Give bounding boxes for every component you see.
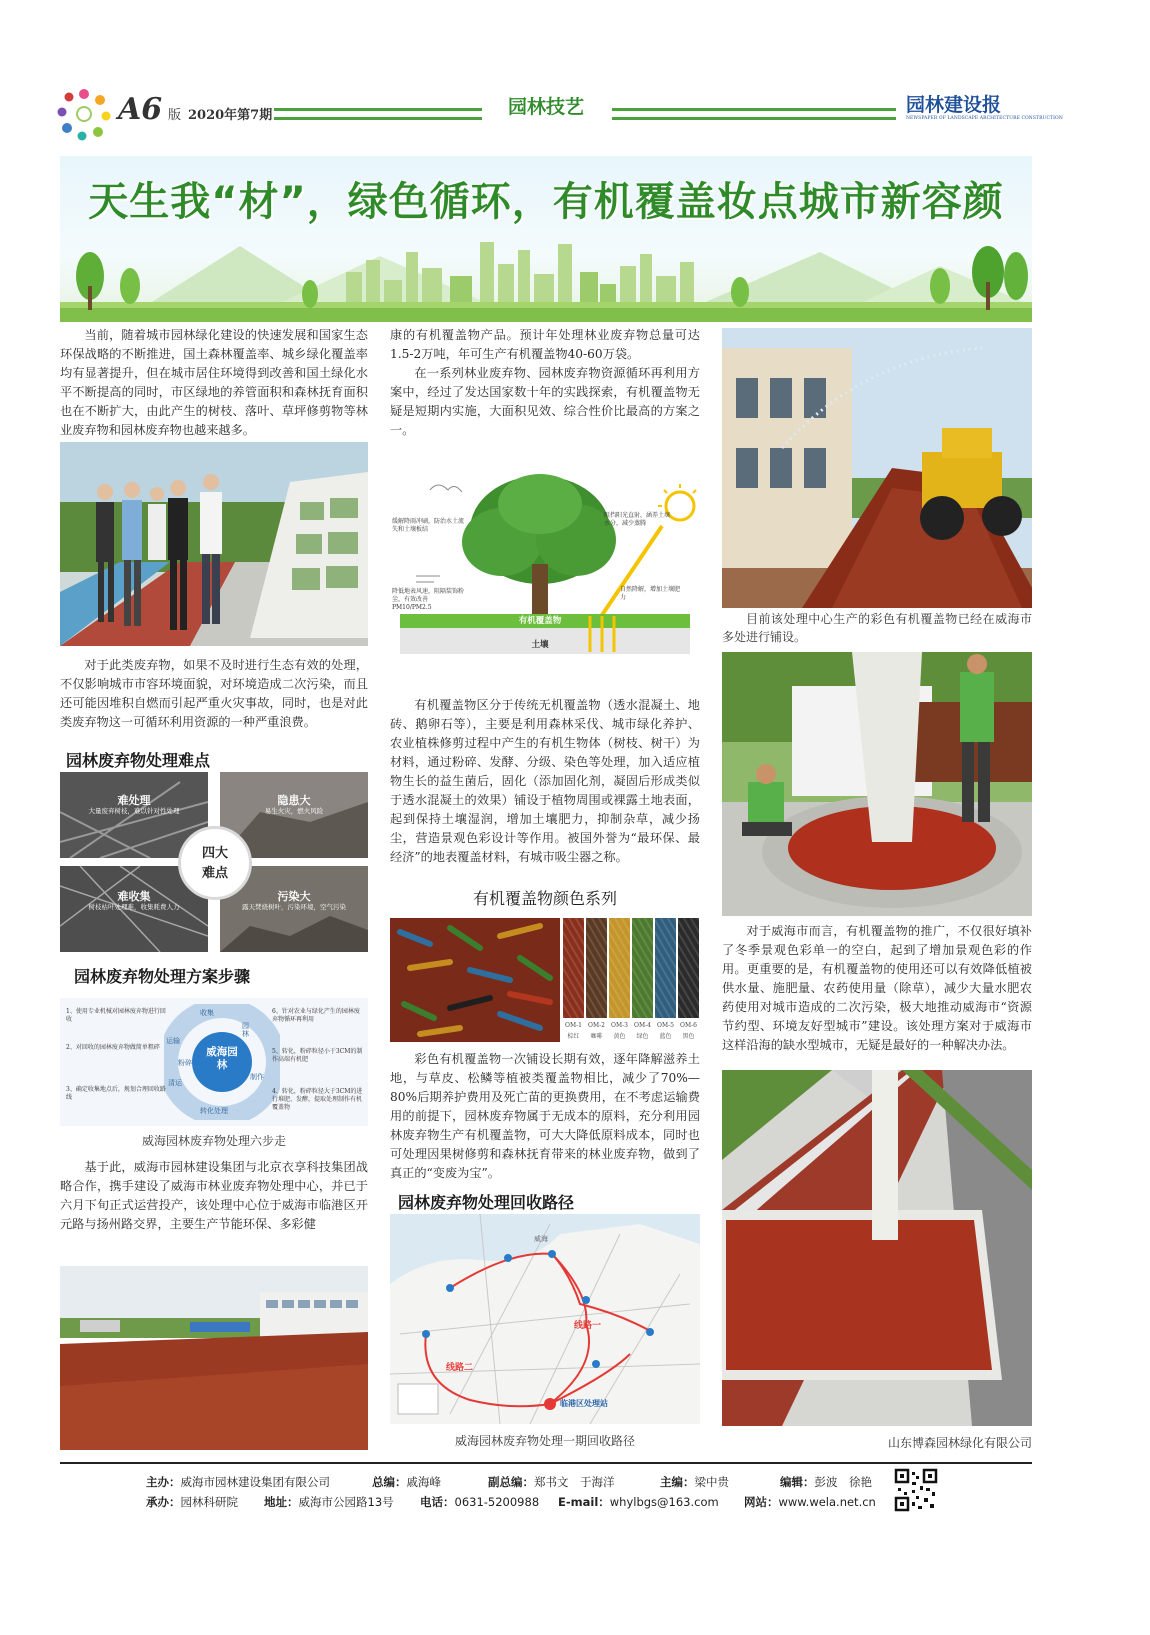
difficulty-label-2: 隐患大 — [277, 794, 311, 807]
color-swatch-code: OM-1 — [565, 1022, 582, 1029]
ring-label-make: 制作 — [250, 1073, 264, 1081]
section-title-colors: 有机覆盖物颜色系列 — [472, 889, 617, 908]
headline: 天生我“材”，绿色循环，有机覆盖妆点城市新容颜 — [88, 179, 1004, 225]
brand-english: NEWSPAPER OF LANDSCAPE ARCHITECTURE CONSTRUCTION — [906, 116, 1063, 121]
photo-roadside-mulch — [722, 1070, 1032, 1426]
col2-intro — [390, 326, 700, 440]
color-swatch — [563, 918, 584, 1018]
color-swatch — [632, 918, 653, 1018]
headline-banner — [60, 156, 1032, 322]
color-swatch-row — [562, 918, 700, 1042]
photo-workers-tree-bed — [722, 652, 1032, 916]
step-2: 2、对回收的园林废弃物做简单粗碎 — [66, 1044, 160, 1051]
difficulties-diagram — [60, 772, 368, 952]
color-swatch — [655, 918, 676, 1018]
color-swatch-code: OM-2 — [588, 1022, 605, 1029]
step-4: 4、转化，粉碎粒径大于3CM的进行堆肥、发酵，提取处理制作有机覆盖物 — [272, 1088, 363, 1111]
col3-paragraph-1-block — [722, 922, 1032, 1055]
mulch-color-series-image — [390, 918, 700, 1042]
route-line-2-label: 线路二 — [446, 1363, 474, 1373]
qr-code-icon — [894, 1468, 938, 1512]
inspection-scene — [60, 442, 368, 646]
brand-logo: 园林建设报 — [906, 94, 1002, 116]
step-6: 6、针对农业与绿化产生的园林废弃物循环再利用 — [272, 1008, 360, 1023]
difficulty-label-4: 污染大 — [277, 890, 311, 903]
color-swatch-code: OM-4 — [634, 1022, 651, 1029]
col2-paragraph-4-block — [390, 1050, 700, 1183]
difficulty-desc-2: 易生火灾，燃火风险 — [264, 807, 324, 815]
col3-paragraph-1: 对于威海市而言，有机覆盖物的推广，不仅很好填补了冬季景观色彩单一的空白，起到了增加景观色彩的作用。更重要的是，有机覆盖物的使用还可以有效降低植被供水量、施肥量、农药使用量（除草），减少大量水肥农药使用对城市造成的二次污染，极大地推动威海市“资源节约型、环境友好型城市”建设。该处理方案对于威海市这样沿海的缺水型城市，无疑是最好的一种解决办法。 — [722, 924, 1032, 1052]
col2-paragraph-2: 在一系列林业废弃物、园林废弃物资源循环再利用方案中，经过了发达国家数十年的实践探索，有机覆盖物无疑是短期内实施，大面积见效、综合性价比最高的方案之一。 — [390, 366, 700, 437]
header-rule-right — [612, 108, 896, 120]
difficulty-desc-3: 树枝枯叶处理难，收集耗费人力 — [88, 903, 180, 911]
ring-label-crush: 粉碎 — [178, 1059, 192, 1067]
col2-paragraph-4: 彩色有机覆盖物一次铺设长期有效，逐年降解滋养土地，与草皮、松鳞等植被类覆盖物相比，减少了70%—80%后期养护费用及死亡苗的更换费用，在不考虑运输费用的前提下，园林废弃物属于无成本的原料，充分利用园林废弃物生产有机覆盖物，可大大降低原料成本，同时也可处理因果树修剪和森林抚育带来的林业废弃物，做到了真正的“变废为宝”。 — [390, 1052, 700, 1180]
step-1: 1、使用专业机械对园林废弃物进行回收 — [66, 1008, 166, 1023]
caption-route: 威海园林废弃物处理一期回收路径 — [454, 1434, 635, 1448]
footer-email: E-mail：whylbgs@163.com — [558, 1495, 719, 1509]
color-swatch-name: 蓝色 — [659, 1033, 672, 1040]
center-label-2: 难点 — [201, 866, 228, 881]
footer-host: 主办：威海市园林建设集团有限公司 — [146, 1475, 330, 1489]
photo-credit: 山东博森园林绿化有限公司 — [887, 1436, 1032, 1450]
color-swatch-code: OM-3 — [611, 1022, 628, 1029]
soil-layer-label: 土壤 — [531, 640, 549, 650]
section-title-steps: 园林废弃物处理方案步骤 — [74, 967, 251, 986]
color-swatch-name: 黑色 — [682, 1033, 695, 1040]
photo-mulch-loader — [722, 328, 1032, 608]
page-suffix: 版 — [168, 108, 182, 123]
loader-scene — [722, 328, 1032, 608]
footer-chief-editor: 总编：戚海峰 — [372, 1475, 441, 1489]
difficulty-desc-1: 大量废弃树枝，难以针对性处理 — [88, 807, 180, 815]
benefit-erosion: 缓解降雨冲刷，防治水土流失和土壤板结 — [392, 518, 465, 533]
difficulty-label-1: 难处理 — [117, 794, 151, 807]
section-name: 园林技艺 — [507, 96, 584, 118]
color-swatch-name: 绿色 — [636, 1033, 649, 1040]
header-rule-left — [274, 108, 482, 120]
col1-intro — [60, 326, 368, 440]
map-city-label: 威海 — [534, 1235, 548, 1243]
photo-officials-inspection — [60, 442, 368, 646]
footer-rule — [60, 1462, 1032, 1464]
footer-address: 地址：威海市公园路13号 — [264, 1495, 394, 1509]
tree-mulch-diagram — [390, 468, 700, 658]
logo-flower-icon — [56, 86, 112, 142]
footer-main-editor: 主编：梁中贵 — [660, 1475, 729, 1489]
col2-paragraph-3-block — [390, 696, 700, 867]
route-line-1-label: 线路一 — [574, 1321, 602, 1331]
center-label-1: 四大 — [201, 846, 228, 861]
benefit-dust: 降低地表风速，阻隔装饰粉尘，有效改善PM10/PM2.5 — [392, 588, 465, 611]
ring-label-garden: 园林 — [242, 1022, 249, 1038]
color-swatch-name: 黄色 — [613, 1033, 626, 1040]
col1-paragraph-3: 基于此，威海市园林建设集团与北京衣享科技集团战略合作，携手建设了威海市林业废弃物处理中心，并已于六月下旬正式运营投产，该处理中心位于威海市临港区开元路与扬州路交界，主要生产节能环保、多彩健 — [60, 1160, 368, 1231]
mulch-field-scene — [60, 1266, 368, 1450]
benefit-fertility: 自然降解，增加土壤肥力 — [620, 586, 681, 601]
ring-label-transport: 运输 — [166, 1037, 180, 1045]
footer-website: 网站：www.wela.net.cn — [744, 1495, 876, 1509]
photo-mulch-field — [60, 1266, 368, 1450]
recycling-route-map — [390, 1214, 700, 1424]
ring-label-clear: 清运 — [168, 1079, 182, 1087]
section-title-difficulties: 园林废弃物处理难点 — [66, 751, 211, 770]
page-number: A6 — [118, 92, 163, 127]
step-3: 3、确定收集地点后，规划合理回收路线 — [66, 1086, 166, 1101]
color-swatch-name: 咖啡 — [590, 1033, 603, 1040]
color-swatch — [678, 918, 699, 1018]
color-swatch-name: 棕红 — [567, 1033, 580, 1040]
footer-deputy-editor: 副总编：郑书文 于海洋 — [488, 1475, 615, 1489]
color-swatch — [609, 918, 630, 1018]
col2-paragraph-3: 有机覆盖物区分于传统无机覆盖物（透水混凝土、地砖、鹅卵石等），主要是利用森林采伐、城市绿化养护、农业植株修剪过程中产生的有机生物体（树枝、树干）为材料，通过粉碎、发酵、分级、染色等处理，加入适应植物生长的益生菌后，固化（添加固化剂，凝固后形成类似于透水混凝土的效果）铺设于植物周围或裸露土地表面，起到保持土壤湿润，增加土壤肥力，抑制杂草，减少扬尘，营造景观色彩设计等作用。被国外誉为“最环保、最经济”的地表覆盖材料，有城市吸尘器之称。 — [390, 698, 700, 864]
col1-paragraph-1: 当前，随着城市园林绿化建设的快速发展和国家生态环保战略的不断推进，国土森林覆盖率、城乡绿化覆盖率均有显著提升，但在城市居住环境得到改善和国土绿化水平不断提高的同时，市区绿地的养管面积和森林抚育面积也在不断扩大，由此产生的树枝、落叶、草坪修剪物等林业废弃物和园林废弃物也越来越多。 — [60, 328, 368, 437]
route-map — [390, 1214, 700, 1424]
ring-label-collect: 收集 — [200, 1009, 214, 1017]
section-title-route: 园林废弃物处理回收路径 — [398, 1193, 575, 1212]
steps-center-label: 威海园林 — [206, 1046, 238, 1071]
difficulty-desc-4: 露天焚烧树叶，污染环境，空气污染 — [242, 903, 346, 911]
col1-paragraph-2-block — [60, 656, 368, 732]
step-5: 5、转化，粉碎粒径小于3CM的制作高端有机肥 — [272, 1048, 363, 1063]
color-swatch-code: OM-6 — [680, 1022, 697, 1029]
caption-steps: 威海园林废弃物处理六步走 — [141, 1134, 286, 1148]
col1-paragraph-3-block — [60, 1158, 368, 1234]
mulch-layer-label: 有机覆盖物 — [518, 616, 562, 626]
tree-illustration — [390, 468, 700, 658]
roadside-scene — [722, 1070, 1032, 1426]
issue-number: 2020年第7期 — [188, 108, 273, 123]
mixed-mulch-photo — [390, 918, 560, 1042]
masthead — [56, 84, 1063, 144]
color-swatch — [586, 918, 607, 1018]
difficulty-label-3: 难收集 — [117, 890, 151, 903]
footer-phone: 电话：0631-5200988 — [420, 1495, 540, 1509]
col2-paragraph-1: 康的有机覆盖物产品。预计年处理林业废弃物总量可达1.5-2万吨，年可生产有机覆盖物40-60万袋。 — [390, 328, 700, 361]
footer-editor: 编辑：彭波 徐艳 — [780, 1475, 872, 1489]
color-swatch-code: OM-5 — [657, 1022, 674, 1029]
difficulties-center-badge — [178, 826, 252, 900]
caption-loader: 目前该处理中心生产的彩色有机覆盖物已经在威海市多处进行铺设。 — [722, 612, 1032, 644]
tree-bed-scene — [722, 652, 1032, 916]
ring-label-convert: 转化处理 — [200, 1107, 228, 1115]
benefit-shade: 阻挡阳光直射，涵养土壤水分，减少蒸腾 — [604, 512, 671, 527]
col1-paragraph-2: 对于此类废弃物，如果不及时进行生态有效的处理，不仅影响城市市容环境面貌，对环境造成二次污染，而且还可能因堆积自燃而引起严重火灾事故，同时，也是对此类废弃物这一可循环利用资源的一种严重浪费。 — [60, 658, 368, 729]
processing-station-label: 临港区处理站 — [560, 1399, 608, 1408]
steps-diagram — [60, 998, 368, 1126]
footer-organizer: 承办：园林科研院 — [146, 1495, 238, 1509]
